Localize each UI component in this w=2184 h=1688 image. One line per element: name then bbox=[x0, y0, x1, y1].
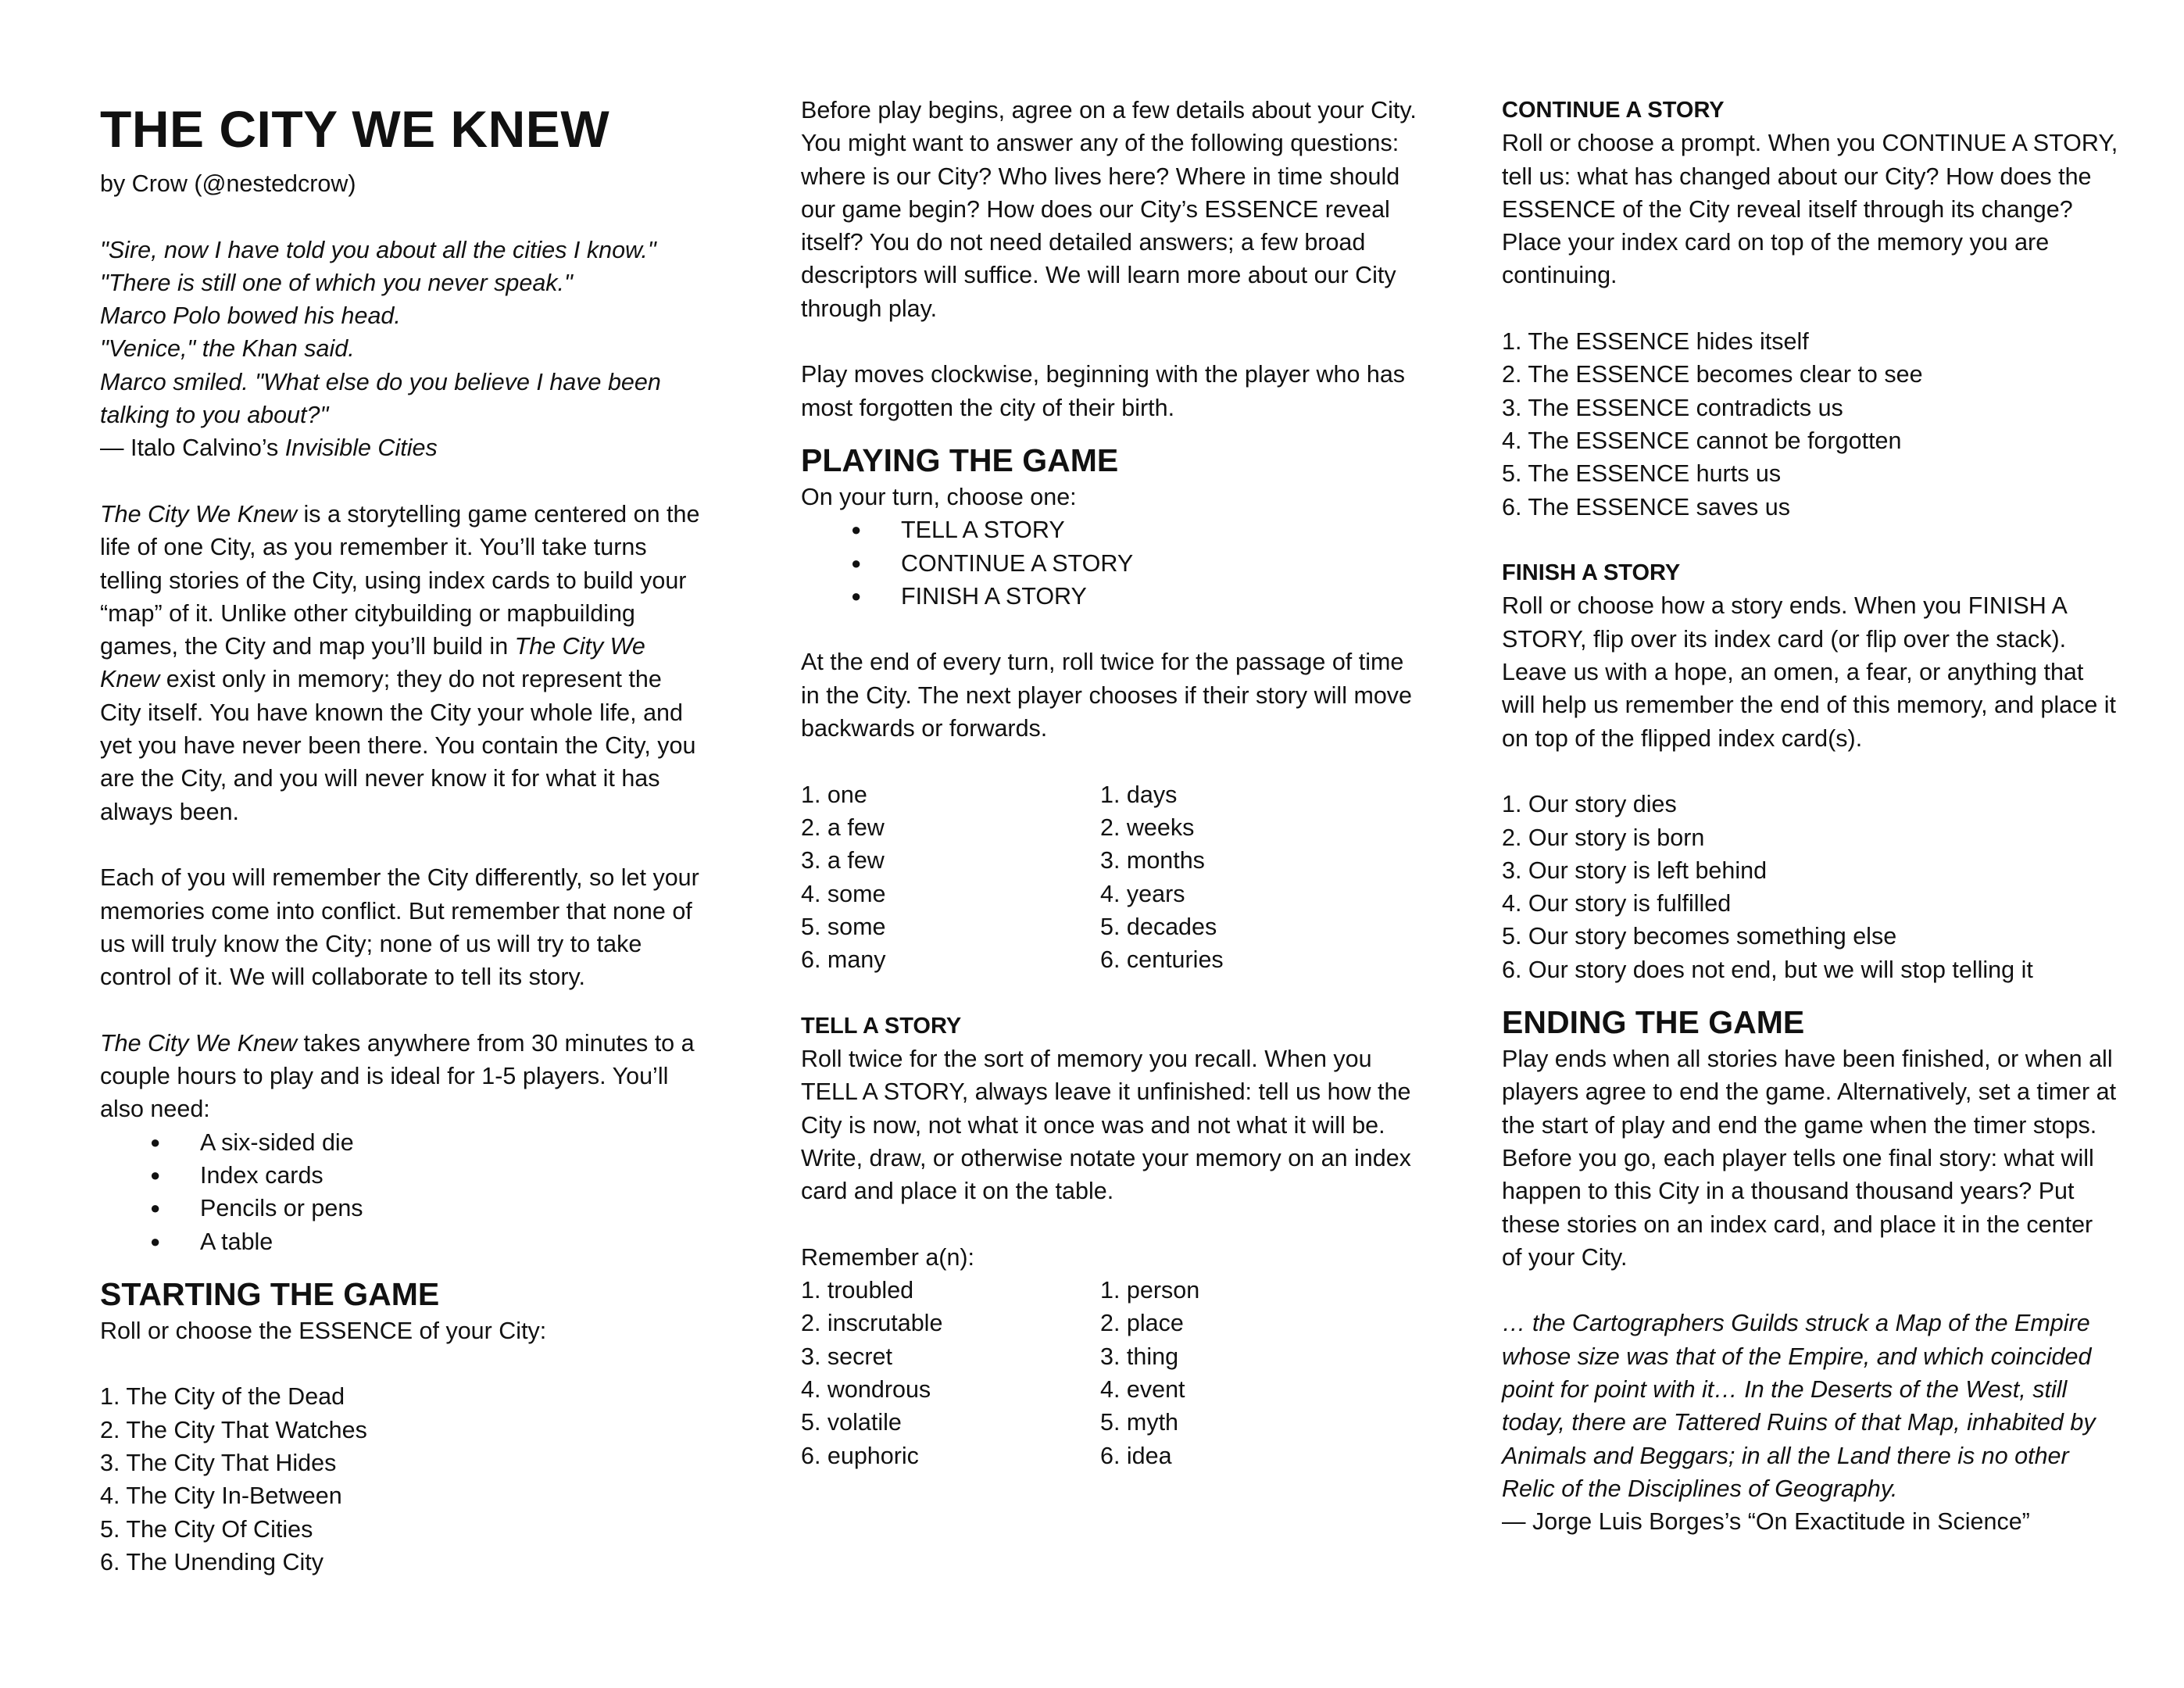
list-item: 6. The Unending City bbox=[100, 1548, 323, 1575]
quote-line: Marco Polo bowed his head. bbox=[100, 302, 401, 330]
page-title: THE CITY WE KNEW bbox=[100, 100, 610, 158]
column-3 bbox=[1502, 94, 2119, 1538]
opening-quote bbox=[100, 234, 702, 432]
column-2 bbox=[801, 94, 1418, 1472]
list-item: 1. person bbox=[1100, 1277, 1200, 1304]
subheading-finish-a-story: FINISH A STORY bbox=[1502, 560, 1681, 586]
remember-label: Remember a(n): bbox=[801, 1243, 975, 1271]
list-item: ● TELL A STORY bbox=[851, 513, 1418, 546]
list-item: 2. inscrutable bbox=[801, 1310, 943, 1337]
list-item: ● CONTINUE A STORY bbox=[851, 547, 1418, 580]
subheading-continue-a-story: CONTINUE A STORY bbox=[1502, 98, 1725, 123]
memory-table bbox=[801, 1274, 1418, 1472]
play-moves-paragraph: Play moves clockwise, beginning with the player who has most forgotten the city of their birth. bbox=[801, 361, 1406, 421]
list-item: 3. months bbox=[1100, 847, 1205, 874]
section-heading-playing: PLAYING THE GAME bbox=[801, 442, 1119, 478]
intro-paragraph-1: The City We Knew is a storytelling game centered on the life of one City, as you remember it. You’ll take turns telling stories of the City, using index cards to build your “map” of it. Unlike other citybuilding or mapbuilding games, the City and map you’ll build in The City We Knew exist only in memory; they do not represent the City itself. You have known the City your whole life, and yet you have never been there. You contain the City, you are the City, and you will never know it for what it has always been. bbox=[100, 500, 700, 825]
memory-adjective-list bbox=[801, 1274, 1100, 1472]
list-item: 6. centuries bbox=[1100, 946, 1224, 974]
starting-text: Roll or choose the ESSENCE of your City: bbox=[100, 1317, 547, 1344]
quote-line: "There is still one of which you never speak." bbox=[100, 269, 573, 296]
section-heading-starting: STARTING THE GAME bbox=[100, 1275, 440, 1312]
list-item: 2. Our story is born bbox=[1502, 824, 1705, 851]
list-item: 6. idea bbox=[1100, 1442, 1172, 1469]
finish-prompt-list bbox=[1502, 788, 2119, 986]
list-item: 1. troubled bbox=[801, 1277, 914, 1304]
list-item: 5. The ESSENCE hurts us bbox=[1502, 460, 1782, 488]
intro-paragraph-3: The City We Knew takes anywhere from 30 minutes to a couple hours to play and is ideal for 1-5 players. You’ll also need: bbox=[100, 1029, 695, 1123]
list-item: 1. one bbox=[801, 781, 867, 808]
time-amount-list bbox=[801, 778, 1100, 977]
list-item: ● Index cards bbox=[150, 1159, 702, 1192]
list-item: ● A table bbox=[150, 1225, 702, 1258]
byline: by Crow (@nestedcrow) bbox=[100, 170, 356, 197]
list-item: 1. The ESSENCE hides itself bbox=[1502, 328, 1809, 356]
list-item: 3. The ESSENCE contradicts us bbox=[1502, 394, 1843, 421]
list-item: 4. The City In-Between bbox=[100, 1482, 342, 1510]
closing-quote: … the Cartographers Guilds struck a Map of the Empire whose size was that of the Empire, and which coincided point for point with it… In the Deserts of the West, still today, there are Tattered Ruins of that Map, inhabited by Animals and Beggars; in all the Land there is no other Relic of the Disciplines of Geography. bbox=[1502, 1310, 2096, 1502]
list-item: 1. The City of the Dead bbox=[100, 1383, 345, 1411]
time-unit-list bbox=[1100, 778, 1399, 977]
list-item: 4. some bbox=[801, 880, 886, 907]
intro-paragraph-2: Each of you will remember the City differently, so let your memories come into conflict. But remember that none of us will truly know the City; none of us will try to take control of it. We will collaborate to tell its story. bbox=[100, 864, 699, 991]
list-item: 2. weeks bbox=[1100, 814, 1195, 841]
tell-paragraph: Roll twice for the sort of memory you recall. When you TELL A STORY, always leave it unfinished: tell us how the City is now, not what it once was and not what it will be. Write, draw, or otherwise notate your memory on an index card and place it on the table. bbox=[801, 1046, 1411, 1205]
subheading-tell-a-story: TELL A STORY bbox=[801, 1013, 962, 1039]
list-item: 4. years bbox=[1100, 880, 1185, 907]
continue-paragraph: Roll or choose a prompt. When you CONTINUE A STORY, tell us: what has changed about our City? How does the ESSENCE of the City reveal itself through its change? Place your index card on top of the memory you are continuing. bbox=[1502, 130, 2118, 289]
list-item: 4. wondrous bbox=[801, 1375, 931, 1403]
list-item: 4. event bbox=[1100, 1375, 1185, 1403]
essence-list bbox=[100, 1380, 702, 1579]
list-item: 1. Our story dies bbox=[1502, 791, 1677, 818]
list-item: ● Pencils or pens bbox=[150, 1192, 702, 1225]
list-item: ● FINISH A STORY bbox=[851, 580, 1418, 613]
list-item: 6. Our story does not end, but we will stop telling it bbox=[1502, 956, 2033, 983]
list-item: 2. The City That Watches bbox=[100, 1416, 367, 1443]
before-play-paragraph: Before play begins, agree on a few details about your City. You might want to answer any of the following questions: where is our City? Who lives here? Where in time should our game begin? How does our City’s ESSENCE reveal itself? You do not need detailed answers; a few broad descriptors will suffice. We will learn more about our City through play. bbox=[801, 97, 1417, 322]
list-item: 3. secret bbox=[801, 1343, 892, 1370]
column-1 bbox=[100, 94, 702, 1579]
quote-attribution: — Italo Calvino’s Invisible Cities bbox=[100, 435, 438, 462]
list-item: 6. euphoric bbox=[801, 1442, 919, 1469]
finish-paragraph: Roll or choose how a story ends. When you FINISH A STORY, flip over its index card (or flip over the stack). Leave us with a hope, an omen, a fear, or anything that will help us remember the end of this memory, and place it on top of the flipped index card(s). bbox=[1502, 592, 2117, 752]
list-item: 1. days bbox=[1100, 781, 1178, 808]
list-item: 5. The City Of Cities bbox=[100, 1515, 313, 1543]
quote-line: "Venice," the Khan said. bbox=[100, 335, 355, 363]
list-item: 2. a few bbox=[801, 814, 885, 841]
list-item: 6. The ESSENCE saves us bbox=[1502, 493, 1790, 520]
time-table bbox=[801, 778, 1418, 977]
list-item: 5. some bbox=[801, 913, 886, 940]
turn-options-list bbox=[801, 513, 1418, 613]
needs-list bbox=[100, 1126, 702, 1258]
list-item: 3. The City That Hides bbox=[100, 1449, 337, 1476]
list-item: 5. myth bbox=[1100, 1409, 1179, 1436]
list-item: 2. The ESSENCE becomes clear to see bbox=[1502, 361, 1923, 388]
list-item: 6. many bbox=[801, 946, 886, 974]
memory-noun-list bbox=[1100, 1274, 1399, 1472]
ending-paragraph: Play ends when all stories have been finished, or when all players agree to end the game. Alternatively, set a timer at the start of play and end the game when the timer stops. Before you go, each player tells one final story: what will happen to this City in a thousand thousand years? Put these stories on an index card, and place it in the center of your City. bbox=[1502, 1046, 2117, 1271]
continue-prompt-list bbox=[1502, 325, 2119, 524]
quote-line: Marco smiled. "What else do you believe I have been talking to you about?" bbox=[100, 368, 661, 429]
closing-quote-attribution: — Jorge Luis Borges’s “On Exactitude in Science” bbox=[1502, 1508, 2030, 1536]
list-item: 2. place bbox=[1100, 1310, 1184, 1337]
section-heading-ending: ENDING THE GAME bbox=[1502, 1004, 1805, 1041]
end-turn-paragraph: At the end of every turn, roll twice for the passage of time in the City. The next player chooses if their story will move backwards or forwards. bbox=[801, 649, 1413, 742]
list-item: 4. The ESSENCE cannot be forgotten bbox=[1502, 427, 1902, 454]
list-item: ● A six-sided die bbox=[150, 1126, 702, 1159]
list-item: 5. decades bbox=[1100, 913, 1217, 940]
list-item: 4. Our story is fulfilled bbox=[1502, 890, 1732, 917]
list-item: 3. Our story is left behind bbox=[1502, 857, 1768, 884]
list-item: 3. a few bbox=[801, 847, 885, 874]
quote-line: "Sire, now I have told you about all the cities I know." bbox=[100, 236, 656, 263]
playing-text: On your turn, choose one: bbox=[801, 483, 1077, 510]
list-item: 5. volatile bbox=[801, 1409, 902, 1436]
list-item: 3. thing bbox=[1100, 1343, 1179, 1370]
list-item: 5. Our story becomes something else bbox=[1502, 923, 1897, 950]
